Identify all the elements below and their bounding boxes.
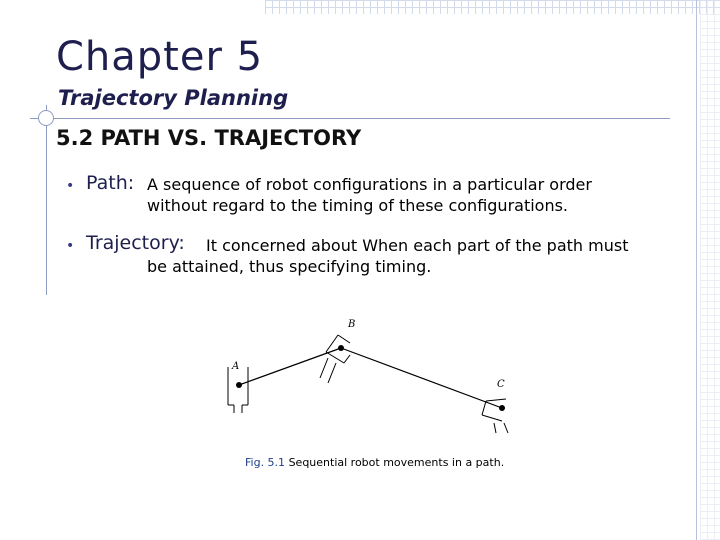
bullet-text-line: be attained, thus specifying timing.	[147, 257, 432, 276]
decorative-grid-right	[700, 0, 720, 540]
link-b-c	[341, 348, 502, 408]
slide-subtitle: Trajectory Planning	[58, 86, 289, 110]
section-heading: 5.2 PATH VS. TRAJECTORY	[56, 126, 362, 150]
bullet-marker: •	[66, 238, 75, 254]
bullet-term-path: Path:	[86, 172, 135, 194]
joint-c	[482, 399, 508, 433]
bullet-term-trajectory: Trajectory:	[86, 232, 185, 254]
joint-a	[228, 367, 248, 413]
label-c: C	[497, 379, 505, 390]
decorative-line-right	[696, 0, 697, 540]
caption-text: Sequential robot movements in a path.	[288, 456, 505, 469]
figure-caption	[245, 456, 504, 469]
label-a: A	[232, 361, 240, 372]
label-b: B	[348, 319, 356, 330]
robot-path-figure	[210, 305, 540, 445]
bullet-text-line: without regard to the timing of these configurations.	[147, 196, 569, 215]
caption-number: Fig. 5.1	[245, 456, 286, 469]
bullet-text-line: A sequence of robot configurations in a particular order	[147, 175, 592, 194]
decorative-grid-top	[265, 0, 720, 14]
left-rule	[46, 105, 47, 295]
bullet-text-line: It concerned about When each part of the path must	[206, 236, 629, 255]
slide-title: Chapter 5	[56, 34, 264, 80]
bullet-marker: •	[66, 178, 75, 194]
link-a-b	[239, 348, 341, 385]
divider-circle-ornament	[38, 110, 54, 126]
title-divider	[30, 118, 670, 119]
joint-b	[320, 335, 350, 383]
